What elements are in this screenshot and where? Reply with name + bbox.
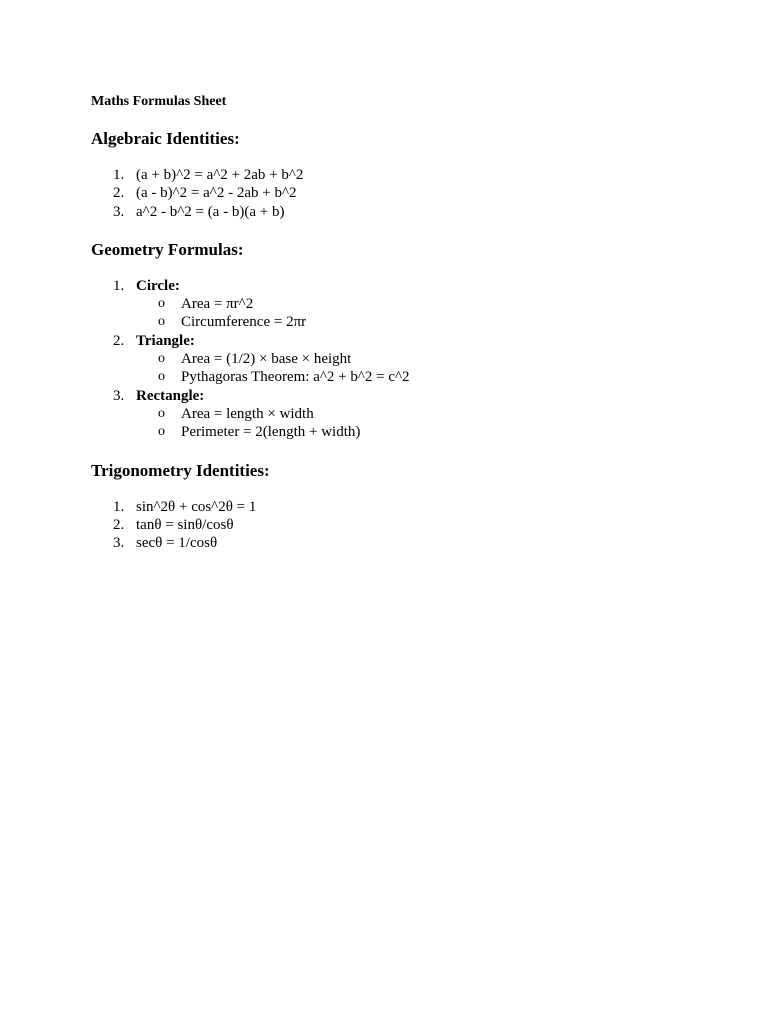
formula-text: Area = πr^2 (181, 296, 254, 313)
sub-list-item (136, 350, 768, 368)
section-heading-algebra: Algebraic Identities: (91, 129, 240, 148)
list-number: 1. (113, 277, 125, 294)
list-item (91, 516, 768, 534)
formula-text: tanθ = sinθ/cosθ (136, 516, 234, 533)
shape-label: Circle: (136, 277, 180, 294)
list-number: 2. (113, 516, 125, 533)
list-item (91, 166, 768, 184)
formula-text: sin^2θ + cos^2θ = 1 (136, 498, 257, 515)
bullet-icon: o (158, 351, 165, 367)
formula-text: (a + b)^2 = a^2 + 2ab + b^2 (136, 167, 304, 183)
algebra-list (91, 166, 768, 221)
bullet-icon: o (158, 424, 165, 440)
sub-list-item (136, 368, 768, 386)
bullet-icon: o (158, 314, 165, 330)
formula-text: Circumference = 2πr (181, 314, 307, 331)
sub-list-item (136, 405, 768, 423)
sub-list-item (136, 295, 768, 313)
formula-text: a^2 - b^2 = (a - b)(a + b) (136, 203, 285, 220)
section-heading-geometry: Geometry Formulas: (91, 239, 244, 259)
bullet-icon: o (158, 296, 165, 312)
formula-text: (a - b)^2 = a^2 - 2ab + b^2 (136, 185, 297, 202)
shape-label: Triangle: (136, 332, 195, 349)
list-item (91, 184, 768, 202)
list-number: 3. (113, 535, 125, 552)
list-item-rectangle (91, 387, 768, 442)
rectangle-formula-list (136, 405, 768, 442)
list-number: 1. (113, 167, 125, 183)
list-number: 3. (113, 387, 125, 404)
sub-list-item (136, 423, 768, 441)
formula-text: secθ = 1/cosθ (136, 535, 218, 552)
list-item (91, 203, 768, 221)
formula-text: Area = (1/2) × base × height (181, 351, 352, 368)
list-item (91, 498, 768, 516)
bullet-icon: o (158, 405, 165, 421)
shape-label: Rectangle: (136, 387, 205, 404)
list-item-circle (91, 277, 768, 332)
geometry-list (91, 277, 768, 442)
list-item (91, 534, 768, 552)
list-number: 2. (113, 185, 125, 202)
document-title: Maths Formulas Sheet (91, 94, 227, 109)
triangle-formula-list (136, 350, 768, 387)
list-item-triangle (91, 332, 768, 387)
formula-text: Area = length × width (181, 405, 314, 422)
list-number: 1. (113, 498, 125, 515)
list-number: 3. (113, 203, 125, 220)
formula-text: Perimeter = 2(length + width) (181, 424, 361, 441)
formula-text: Pythagoras Theorem: a^2 + b^2 = c^2 (181, 369, 410, 386)
circle-formula-list (136, 295, 768, 332)
bullet-icon: o (158, 369, 165, 385)
section-heading-trigonometry: Trigonometry Identities: (91, 460, 270, 480)
sub-list-item (136, 313, 768, 331)
list-number: 2. (113, 332, 125, 349)
trigonometry-list (91, 498, 768, 553)
